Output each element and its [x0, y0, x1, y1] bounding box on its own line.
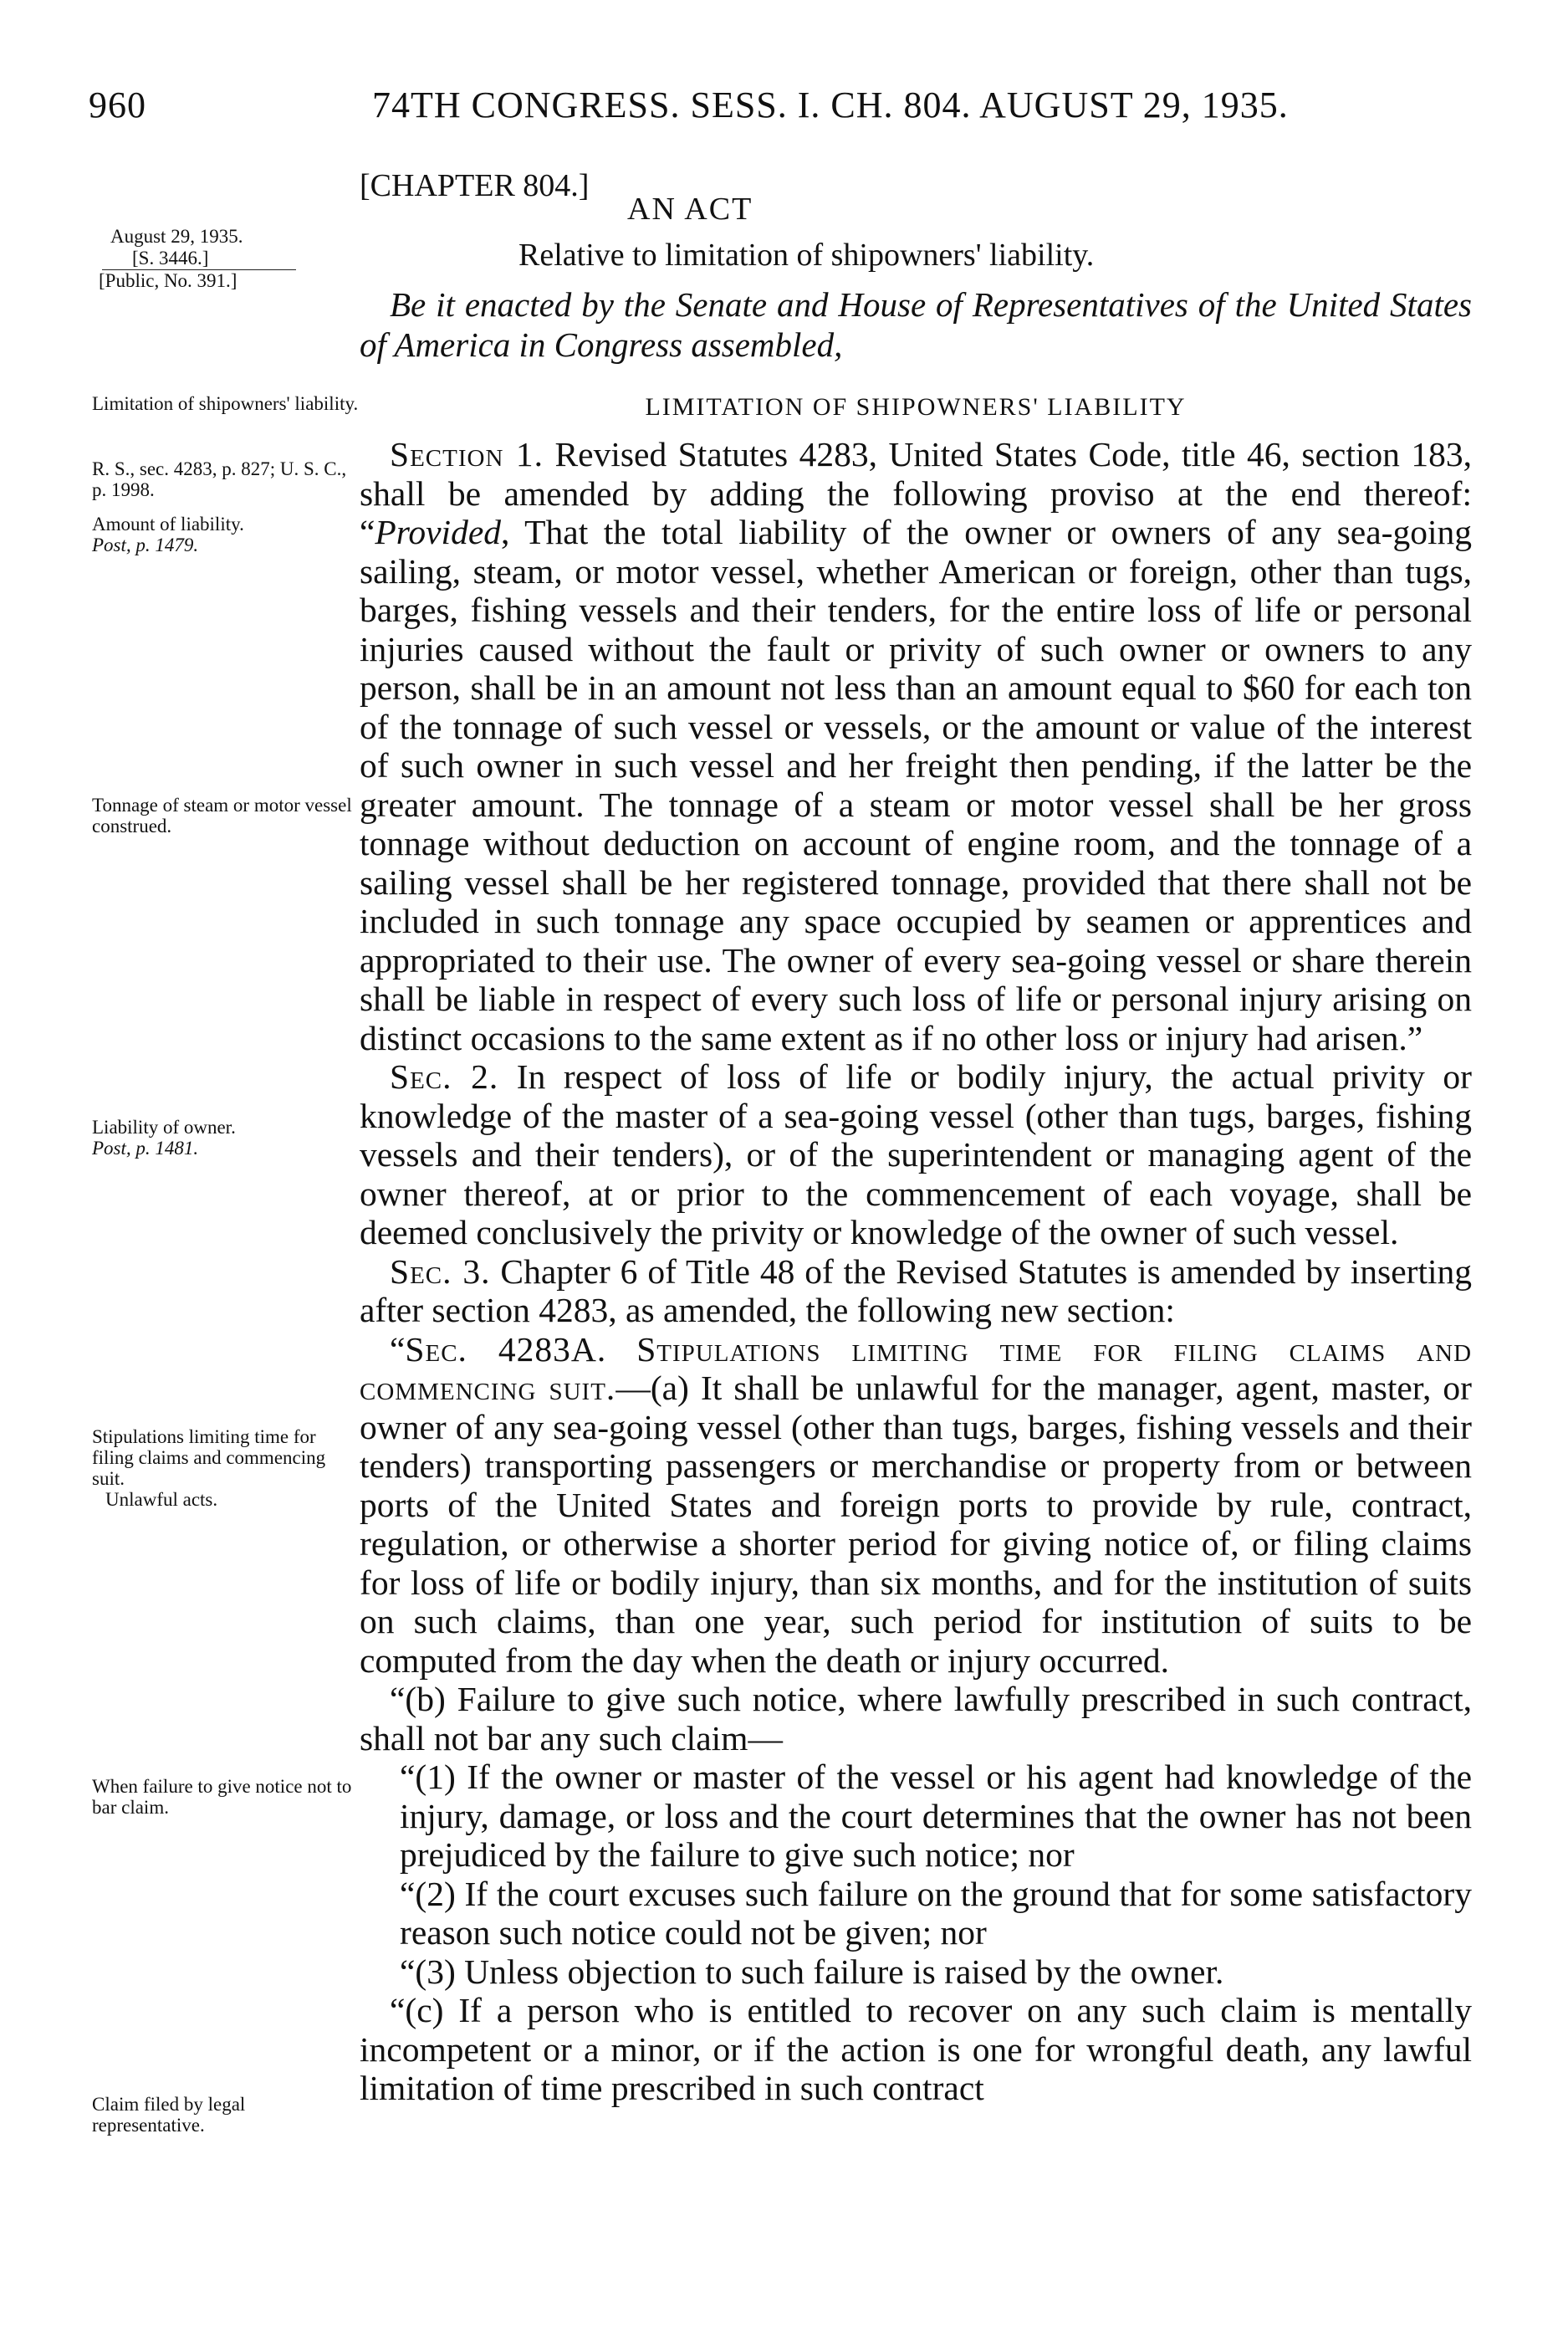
- section-1-text-b: , That the total liability of the owner or owners of any sea-going sailing, steam, or motor vessel, whether American or foreign, other than tugs, barges, fishing vessels and their tenders, for the entire loss of life or personal injuries caused without the fault or privity of such owner or owners to any person, shall be in an amount not less than an amount equal to $60 for each ton of the tonnage of such vessel or vessels, or the amount or value of the interest of such owner in such vessel and her freight then pending, if the latter be the greater amount. The tonnage of a steam or motor vessel shall be her gross tonnage without deduction on account of engine room, and the tonnage of a sailing vessel shall be her registered tonnage, provided that there shall not be included in such tonnage any space occupied by seamen or apprentices and appropriated to their use. The owner of every sea-going vessel or share therein shall be liable in respect of every such loss of life or personal injury arising on distinct occasions to the same extent as if no other loss or injury had arisen.”: [360, 513, 1472, 1057]
- margin-note-text: Tonnage of steam or motor vessel construed.: [92, 795, 352, 837]
- section-3-text: Chapter 6 of Title 48 of the Revised Statutes is amended by inserting after section 4283, as amended, the following new section:: [360, 1251, 1473, 1329]
- bill-number: [S. 3446.]: [132, 248, 209, 269]
- public-law-number: [Public, No. 391.]: [99, 270, 237, 291]
- section-2-paragraph: [360, 1057, 1472, 1252]
- margin-note-text: Claim filed by legal representative.: [92, 2094, 246, 2136]
- act-title: AN ACT: [627, 192, 753, 227]
- page-number: 960: [89, 84, 146, 125]
- margin-note-text: Amount of liability.: [92, 514, 244, 535]
- margin-note-text: Liability of owner.: [92, 1117, 236, 1138]
- margin-note-text: When failure to give notice not to bar claim.: [92, 1776, 352, 1818]
- enacting-clause: Be it enacted by the Senate and House of Representatives of the United States of America in Congress assembled,: [360, 285, 1472, 364]
- margin-note-text: Stipulations limiting time for filing claims and commencing suit.: [92, 1426, 326, 1489]
- running-title: 74TH CONGRESS. SESS. I. CH. 804. AUGUST 29, 1935.: [372, 84, 1289, 125]
- margin-note-text: Limitation of shipowners' liability.: [92, 393, 359, 414]
- section-1-label: Section 1.: [390, 435, 544, 473]
- statute-body: [360, 435, 1472, 2108]
- margin-note-failure-notice: [92, 1776, 360, 1818]
- section-heading: LIMITATION OF SHIPOWNERS' LIABILITY: [645, 393, 1187, 421]
- section-1-paragraph: [360, 435, 1472, 1057]
- margin-note-amount: [92, 514, 360, 555]
- margin-note-text: R. S., sec. 4283, p. 827; U. S. C., p. 1998.: [92, 458, 347, 500]
- subsection-b-paragraph: “(b) Failure to give such notice, where lawfully prescribed in such contract, shall not bar any such claim—: [360, 1680, 1472, 1758]
- margin-note-subtext: Unlawful acts.: [105, 1489, 218, 1510]
- section-4283a-heading: Stipulations limiting time for filing claims and commencing suit.: [360, 1329, 1473, 1407]
- margin-note-liability-owner: [92, 1117, 360, 1159]
- margin-note-tonnage: [92, 795, 360, 837]
- margin-note-subtext: Post, p. 1481.: [92, 1138, 199, 1159]
- chapter-label: [CHAPTER 804.]: [360, 168, 590, 203]
- bill-metadata: [99, 226, 350, 292]
- section-2-label: Sec. 2.: [390, 1057, 499, 1096]
- open-quote: “: [390, 1329, 406, 1369]
- margin-note-legal-rep: [92, 2094, 360, 2136]
- section-4283a-label: Sec. 4283A.: [405, 1329, 607, 1369]
- margin-note-stipulations: [92, 1426, 360, 1510]
- margin-note-subtext: Post, p. 1479.: [92, 535, 199, 555]
- section-1-text-a: Revised Statutes 4283, United States Code, title 46, section 183, shall be amended by adding the following proviso at the end thereof: “: [360, 435, 1472, 551]
- act-subtitle: Relative to limitation of shipowners' liability.: [518, 238, 1095, 273]
- section-2-text: In respect of loss of life or bodily injury, the actual privity or knowledge of the master of a sea-going vessel (other than tugs, barges, fishing vessels and their tenders), or of the superintendent or managing agent of the owner thereof, at or prior to the commencement of each voyage, shall be deemed conclusively the privity or knowledge of the owner of such vessel.: [360, 1057, 1472, 1251]
- section-3-paragraph: [360, 1252, 1472, 1330]
- bill-date: August 29, 1935.: [110, 226, 243, 247]
- section-3-label: Sec. 3.: [390, 1251, 491, 1291]
- subsection-c-paragraph: “(c) If a person who is entitled to recover on any such claim is mentally incompetent or a minor, or if the action is one for wrongful death, any lawful limitation of time prescribed in such contract: [360, 1991, 1472, 2107]
- margin-note-revised-statutes: [92, 458, 360, 500]
- running-head: [0, 84, 1568, 134]
- margin-note-limitation: [92, 393, 360, 414]
- section-4283a-paragraph: [360, 1330, 1472, 1681]
- provided-word: Provided: [375, 513, 502, 551]
- clause-b2-paragraph: “(2) If the court excuses such failure on the ground that for some satisfactory reason such notice could not be given; nor: [400, 1874, 1472, 1952]
- clause-b3-paragraph: “(3) Unless objection to such failure is raised by the owner.: [400, 1952, 1224, 1991]
- subsection-a-text: —(a) It shall be unlawful for the manager, agent, master, or owner of any sea-going vessel (other than tugs, barges, fishing vessels and their tenders) transporting passengers or merchandise or property from or between ports of the United States and foreign ports to provide by rule, contract, regulation, or otherwise a shorter period for giving notice of, or filing claims for loss of life or bodily injury, than six months, and for the institution of suits on such claims, than one year, such period for institution of suits to be computed from the day when the death or injury occurred.: [360, 1369, 1472, 1680]
- clause-b1-paragraph: “(1) If the owner or master of the vessel or his agent had knowledge of the injury, damage, or loss and the court determines that the owner has not been prejudiced by the failure to give such notice; nor: [400, 1758, 1472, 1874]
